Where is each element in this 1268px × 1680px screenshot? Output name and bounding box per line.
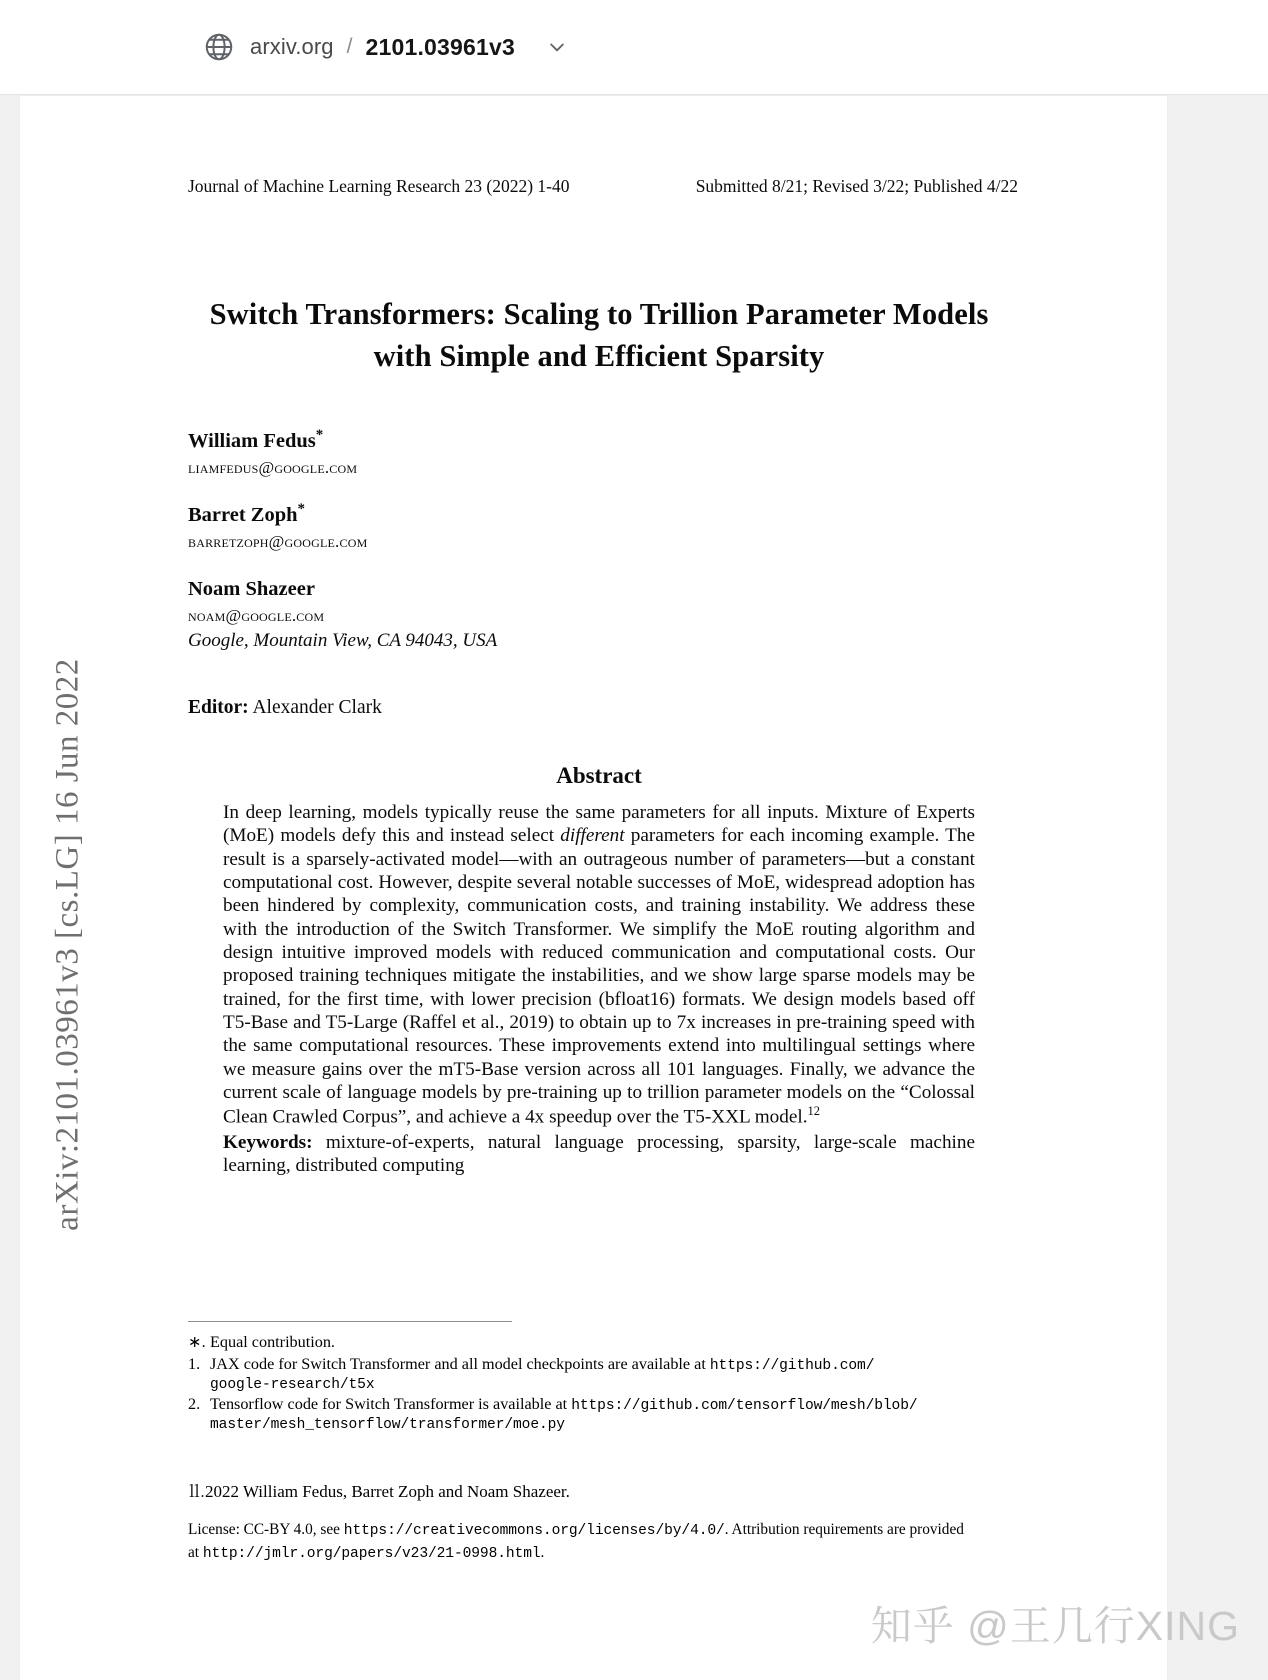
document-content bbox=[188, 176, 1018, 1178]
url-separator: / bbox=[346, 35, 353, 58]
footnote-section bbox=[188, 1321, 1010, 1433]
keywords-values: mixture-of-experts, natural language processing, sparsity, large-scale machine learning, distributed computing bbox=[223, 1132, 975, 1177]
page-title bbox=[188, 293, 1010, 377]
copyright-line: ⒒2022 William Fedus, Barret Zoph and Noam Shazeer. bbox=[188, 1482, 570, 1501]
license-line-2 bbox=[188, 1542, 1038, 1565]
keywords-label: Keywords: bbox=[223, 1132, 313, 1154]
footnote-mark: 1. bbox=[188, 1355, 201, 1374]
author-entry bbox=[188, 573, 1010, 654]
footnote-link-continued[interactable]: google-research/t5x bbox=[210, 1376, 375, 1393]
footnote-item bbox=[188, 1393, 1010, 1417]
author-name-text: William Fedus bbox=[188, 429, 316, 452]
author-email: barretzoph@google.com bbox=[188, 531, 368, 551]
footnote-link[interactable]: https://github.com/ bbox=[709, 1358, 875, 1375]
license-text bbox=[188, 1519, 1038, 1565]
editor-line bbox=[188, 697, 1010, 719]
footnote-mark: 2. bbox=[188, 1394, 201, 1413]
author-entry bbox=[188, 499, 1010, 554]
author-name-text: Noam Shazeer bbox=[188, 578, 315, 601]
abstract-heading: Abstract bbox=[556, 763, 642, 789]
license-period: . bbox=[540, 1543, 545, 1561]
title-line-1: Switch Transformers: Scaling to Trillion Parameter Models bbox=[209, 297, 989, 331]
url-host[interactable]: arxiv.org bbox=[250, 34, 334, 59]
editor-name: Alexander Clark bbox=[248, 697, 382, 719]
editor-label: Editor: bbox=[188, 697, 249, 719]
keywords-line bbox=[223, 1131, 975, 1178]
footnote-link[interactable]: https://github.com/tensorflow/mesh/blob/ bbox=[571, 1397, 918, 1414]
abstract-part-2: parameters for each incoming example. The result is a sparsely-activated model—with an outrageous number of parameters—but a constant computational cost. However, despite several notable successes of MoE, widespread adoption has been hindered by complexity, communication costs, and training instability. We address these with the introduction of the Switch Transformer. We simplify the MoE routing algorithm and design intuitive improved models with reduced communication and computational costs. Our proposed training techniques mitigate the instabilities, and we show large sparse models may be trained, for the first time, with lower precision (bfloat16) formats. We design models based off T5-Base and T5-Large (Raffel et al., 2019) to obtain up to 7x increases in pre-training speed with the same computational resources. These improvements extend into multilingual settings where we measure gains over the mT5-Base version across all 101 languages. Finally, we advance the current scale of language models by pre-training up to trillion parameter models on the “Colossal Clean Crawled Corpus”, and achieve a 4x speedup over the T5-XXL model. bbox=[223, 825, 975, 1128]
title-line-2: with Simple and Efficient Sparsity bbox=[373, 339, 825, 374]
footnote-item bbox=[188, 1353, 1010, 1377]
journal-reference: Journal of Machine Learning Research 23 (2022) 1-40 bbox=[188, 176, 570, 196]
browser-chrome bbox=[0, 0, 1268, 95]
license-at: at bbox=[188, 1543, 203, 1561]
globe-icon bbox=[203, 31, 250, 63]
journal-header bbox=[188, 176, 1018, 197]
page-right-gutter bbox=[1167, 96, 1268, 1680]
watermark: 知乎 @王几行XING bbox=[870, 1603, 1240, 1649]
author-name bbox=[188, 573, 1010, 604]
author-entry bbox=[188, 425, 1010, 480]
footnote-star-mark: ∗. bbox=[188, 1333, 206, 1351]
footnote-text: JAX code for Switch Transformer and all model checkpoints are available at bbox=[210, 1355, 710, 1374]
author-name bbox=[188, 499, 1010, 530]
abstract-part-1: In deep learning, models typically reuse the same parameters for all inputs. Mixture of Experts (MoE) models defy this and instead select bbox=[223, 802, 975, 847]
abstract-footnote-marks: 12 bbox=[807, 1104, 821, 1119]
author-marker: * bbox=[297, 501, 306, 518]
footnote-body bbox=[210, 1393, 1010, 1417]
license-suffix: . Attribution requirements are provided bbox=[724, 1520, 964, 1538]
license-section bbox=[188, 1480, 1038, 1565]
paper-link[interactable]: http://jmlr.org/papers/v23/21-0998.html bbox=[202, 1545, 541, 1562]
affiliation: Google, Mountain View, CA 94043, USA bbox=[188, 629, 498, 651]
submission-dates: Submitted 8/21; Revised 3/22; Published 4/22 bbox=[695, 176, 1018, 196]
license-line-1 bbox=[188, 1519, 1038, 1542]
license-link[interactable]: https://creativecommons.org/licenses/by/4.0/ bbox=[343, 1522, 725, 1539]
author-marker: * bbox=[315, 427, 324, 444]
author-email: liamfedus@google.com bbox=[188, 457, 358, 477]
footnote-rule bbox=[188, 1321, 512, 1322]
footnote-star bbox=[188, 1331, 1010, 1353]
url-document-id[interactable]: 2101.03961v3 bbox=[365, 33, 515, 60]
arxiv-stamp: arXiv:2101.03961v3 [cs.LG] 16 Jun 2022 bbox=[49, 658, 86, 1231]
address-bar[interactable] bbox=[203, 31, 567, 63]
footnote-star-text: Equal contribution. bbox=[210, 1333, 335, 1351]
footnote-link-continued[interactable]: master/mesh_tensorflow/transformer/moe.py bbox=[210, 1416, 565, 1433]
footnote-body bbox=[210, 1353, 1010, 1377]
chevron-down-icon[interactable] bbox=[515, 37, 567, 57]
license-prefix: License: CC-BY 4.0, see bbox=[188, 1520, 344, 1538]
author-name bbox=[188, 425, 1010, 456]
author-list bbox=[188, 425, 1010, 654]
author-name-text: Barret Zoph bbox=[188, 504, 298, 527]
abstract-emphasis: different bbox=[560, 825, 625, 847]
footnote-text: Tensorflow code for Switch Transformer is available at bbox=[210, 1394, 572, 1413]
abstract-text bbox=[223, 801, 975, 1129]
document-page bbox=[20, 96, 1167, 1680]
author-email: noam@google.com bbox=[188, 605, 325, 625]
